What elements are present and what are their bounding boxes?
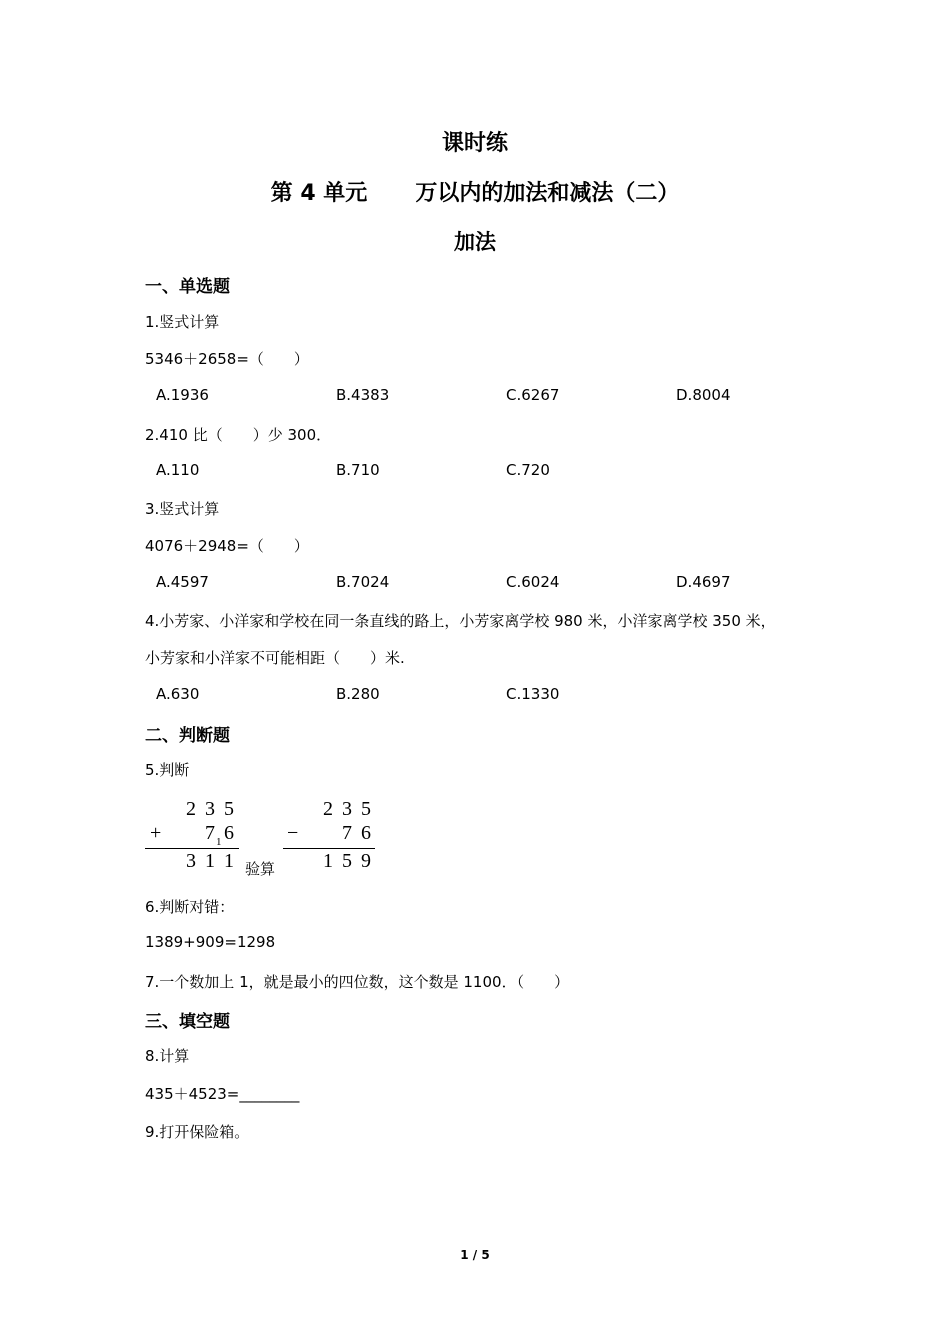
check-calculation-label: 验算 xyxy=(245,860,276,878)
add-result-line xyxy=(145,848,239,849)
sub-result-line xyxy=(283,848,375,849)
question-2-option-b[interactable]: B.710 xyxy=(336,461,380,479)
add-mid-digit: 7 xyxy=(205,822,215,844)
plus-sign: + xyxy=(150,822,162,844)
question-3-option-c[interactable]: C.6024 xyxy=(506,573,560,591)
sub-top-digit: 3 xyxy=(342,798,352,820)
sub-top-digit: 2 xyxy=(323,798,333,820)
add-top-digit: 2 xyxy=(186,798,196,820)
sub-mid-digit: 7 xyxy=(342,822,352,844)
question-6-label: 6.判断对错： xyxy=(145,898,235,916)
unit-title xyxy=(0,176,950,207)
sub-top-digit: 5 xyxy=(361,798,371,820)
question-9-label: 9.打开保险箱。 xyxy=(145,1123,250,1141)
vertical-addition xyxy=(145,798,245,876)
lesson-title: 加法 xyxy=(454,230,496,254)
sub-result-digit: 1 xyxy=(323,850,333,872)
sub-result-digit: 5 xyxy=(342,850,352,872)
question-3-option-b[interactable]: B.7024 xyxy=(336,573,390,591)
page-number: 1 / 5 xyxy=(460,1248,490,1262)
sub-result-digit: 9 xyxy=(361,850,371,872)
question-3-option-d[interactable]: D.4697 xyxy=(676,573,731,591)
question-1-option-c[interactable]: C.6267 xyxy=(506,386,560,404)
question-1-option-b[interactable]: B.4383 xyxy=(336,386,390,404)
section-heading-single-choice: 一、单选题 xyxy=(145,277,230,297)
question-5-label: 5.判断 xyxy=(145,761,190,779)
sub-mid-digit: 6 xyxy=(361,822,371,844)
question-8-label: 8.计算 xyxy=(145,1047,190,1065)
add-top-digit: 3 xyxy=(205,798,215,820)
question-3-expression: 4076＋2948=（ ） xyxy=(145,537,309,555)
question-4-option-b[interactable]: B.280 xyxy=(336,685,380,703)
unit-number: 第 4 单元 xyxy=(270,181,368,206)
carry-mark: 1 xyxy=(216,836,222,848)
question-1-expression: 5346＋2658=（ ） xyxy=(145,350,309,368)
add-mid-digit: 6 xyxy=(224,822,234,844)
section-heading-true-false: 二、判断题 xyxy=(145,726,230,746)
minus-sign: − xyxy=(287,822,299,844)
page-title: 课时练 xyxy=(441,131,508,156)
question-4-option-c[interactable]: C.1330 xyxy=(506,685,560,703)
question-2-option-c[interactable]: C.720 xyxy=(506,461,550,479)
question-6-expression: 1389+909=1298 xyxy=(145,933,276,951)
question-7-label: 7.一个数加上 1，就是最小的四位数，这个数是 1100．（ ） xyxy=(145,973,570,991)
question-4-line-2: 小芳家和小洋家不可能相距（ ）米. xyxy=(145,649,405,667)
vertical-subtraction xyxy=(283,798,383,876)
add-top-digit: 5 xyxy=(224,798,234,820)
add-result-digit: 1 xyxy=(224,850,234,872)
section-heading-fill-blank: 三、填空题 xyxy=(145,1012,230,1032)
question-4-option-a[interactable]: A.630 xyxy=(156,685,200,703)
unit-topic: 万以内的加法和减法（二） xyxy=(415,181,680,206)
question-3-option-a[interactable]: A.4597 xyxy=(156,573,209,591)
question-3-label: 3.竖式计算 xyxy=(145,500,220,518)
question-2-option-a[interactable]: A.110 xyxy=(156,461,200,479)
question-1-label: 1.竖式计算 xyxy=(145,313,220,331)
question-1-option-d[interactable]: D.8004 xyxy=(676,386,731,404)
question-8-expression: 435＋4523=________ xyxy=(145,1085,300,1103)
add-result-digit: 1 xyxy=(205,850,215,872)
question-2-label: 2.410 比（ ）少 300． xyxy=(145,426,332,444)
question-4-line-1: 4.小芳家、小洋家和学校在同一条直线的路上，小芳家离学校 980 米，小洋家离学校 350 米， xyxy=(145,612,776,630)
add-result-digit: 3 xyxy=(186,850,196,872)
question-1-option-a[interactable]: A.1936 xyxy=(156,386,209,404)
